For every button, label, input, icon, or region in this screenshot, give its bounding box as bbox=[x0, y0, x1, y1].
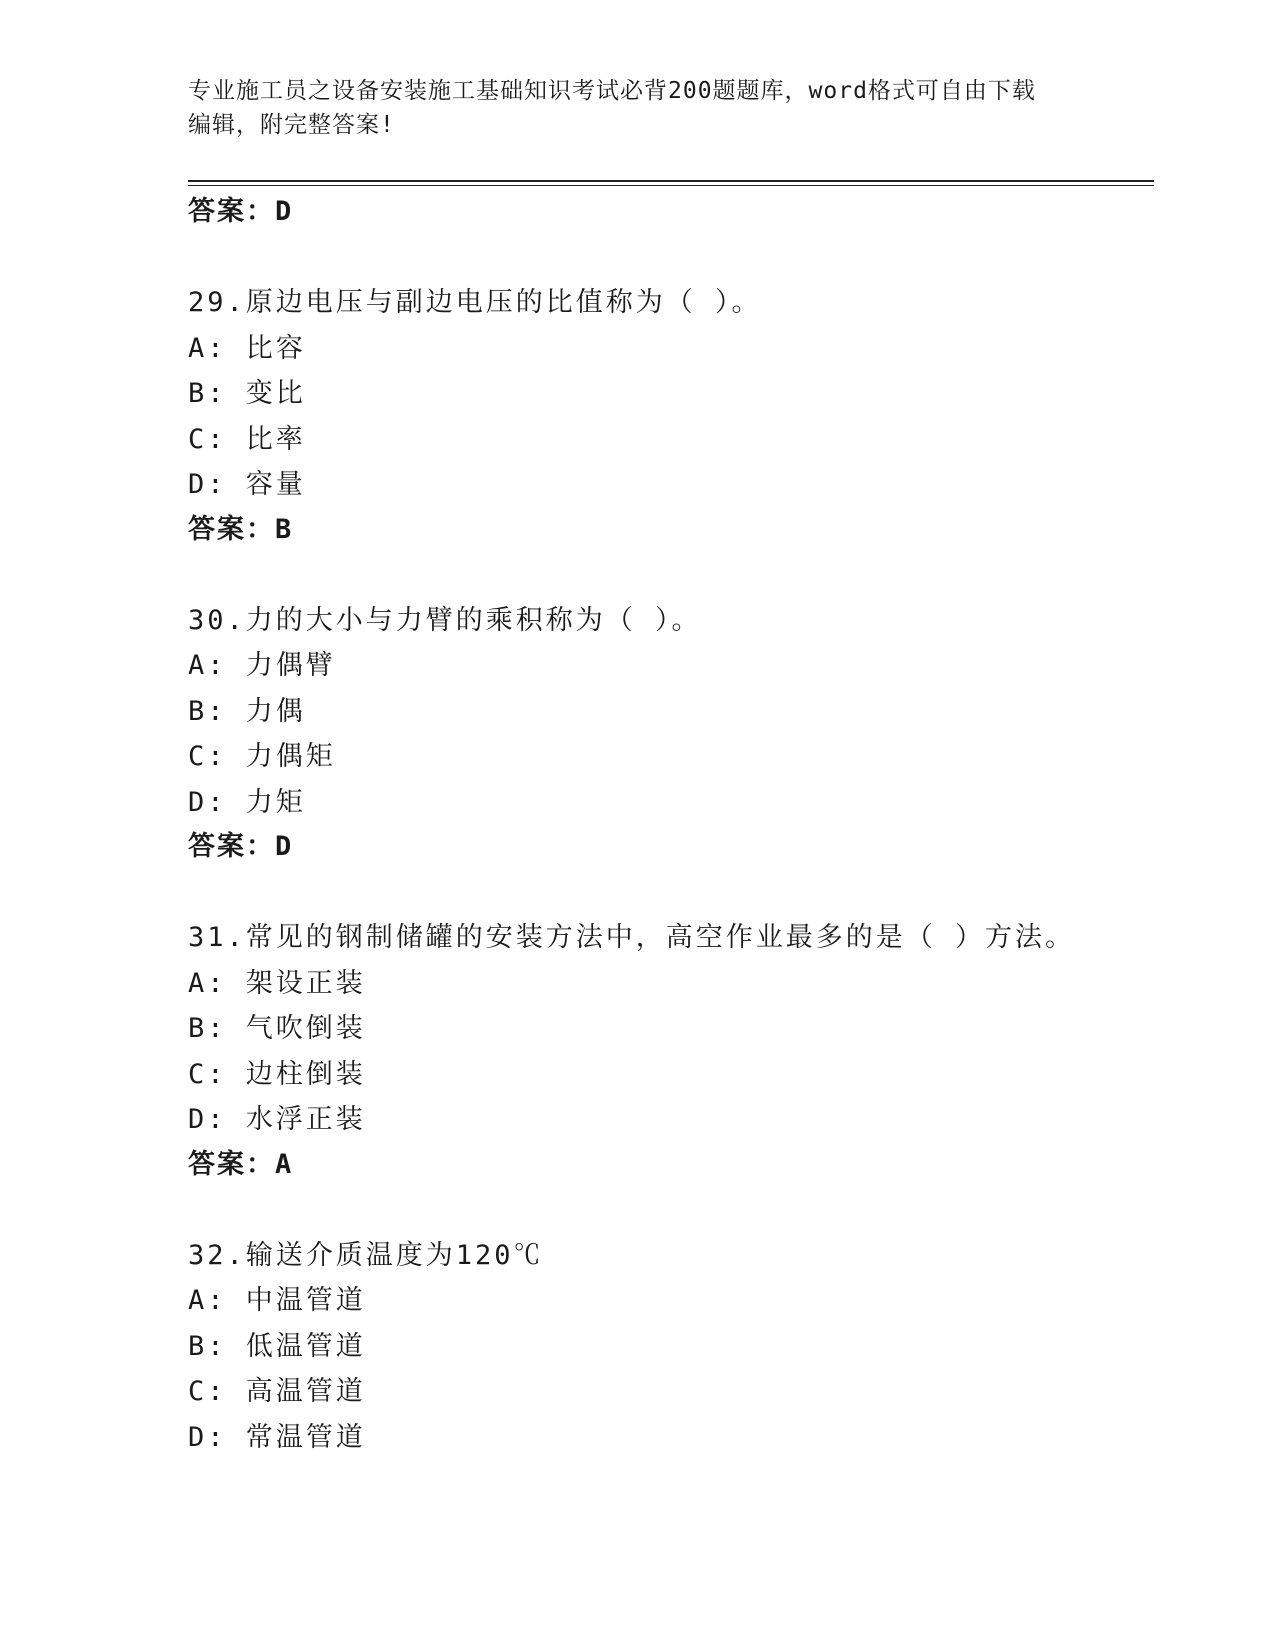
answer-line: 答案：D bbox=[188, 831, 294, 862]
answer-line: 答案：D bbox=[188, 196, 294, 227]
question-block-29 bbox=[188, 280, 1154, 598]
option-a: A: 比容 bbox=[188, 332, 306, 364]
option-a: A: 力偶臂 bbox=[188, 650, 336, 681]
spacer bbox=[188, 1187, 1154, 1233]
spacer bbox=[188, 552, 1154, 598]
question-text: 32.输送介质温度为120℃ bbox=[188, 1239, 544, 1271]
option-b: B: 变比 bbox=[188, 378, 306, 409]
option-b: B: 气吹倒装 bbox=[188, 1013, 366, 1044]
question-block-30 bbox=[188, 598, 1154, 916]
option-d: D: 常温管道 bbox=[188, 1421, 366, 1453]
option-d: D: 水浮正装 bbox=[188, 1104, 366, 1135]
question-block-31 bbox=[188, 915, 1154, 1233]
option-c: C: 边柱倒装 bbox=[188, 1058, 366, 1090]
option-b: B: 力偶 bbox=[188, 695, 306, 727]
answer-line: 答案：B bbox=[188, 513, 294, 545]
header-divider-thin bbox=[188, 185, 1154, 186]
page-header bbox=[188, 74, 1088, 142]
question-text: 31.常见的钢制储罐的安装方法中，高空作业最多的是（ ）方法。 bbox=[188, 922, 1076, 953]
header-line-1: 专业施工员之设备安装施工基础知识考试必背200题题库，word格式可自由下载 bbox=[188, 78, 1036, 104]
option-a: A: 架设正装 bbox=[188, 967, 366, 999]
question-list bbox=[188, 190, 1154, 1460]
question-text: 30.力的大小与力臂的乘积称为（ ）。 bbox=[188, 604, 702, 636]
header-divider-thick bbox=[188, 180, 1154, 182]
option-a: A: 中温管道 bbox=[188, 1285, 366, 1316]
spacer bbox=[188, 869, 1154, 915]
option-c: C: 高温管道 bbox=[188, 1376, 366, 1407]
answer-line: 答案：A bbox=[188, 1148, 294, 1180]
question-text: 29.原边电压与副边电压的比值称为（ ）。 bbox=[188, 287, 762, 318]
question-block-32 bbox=[188, 1233, 1154, 1461]
spacer bbox=[188, 234, 1154, 280]
option-c: C: 比率 bbox=[188, 423, 306, 455]
option-b: B: 低温管道 bbox=[188, 1330, 366, 1362]
option-d: D: 容量 bbox=[188, 469, 306, 500]
header-line-2: 编辑，附完整答案! bbox=[188, 112, 395, 138]
option-d: D: 力矩 bbox=[188, 786, 306, 818]
option-c: C: 力偶矩 bbox=[188, 741, 336, 772]
